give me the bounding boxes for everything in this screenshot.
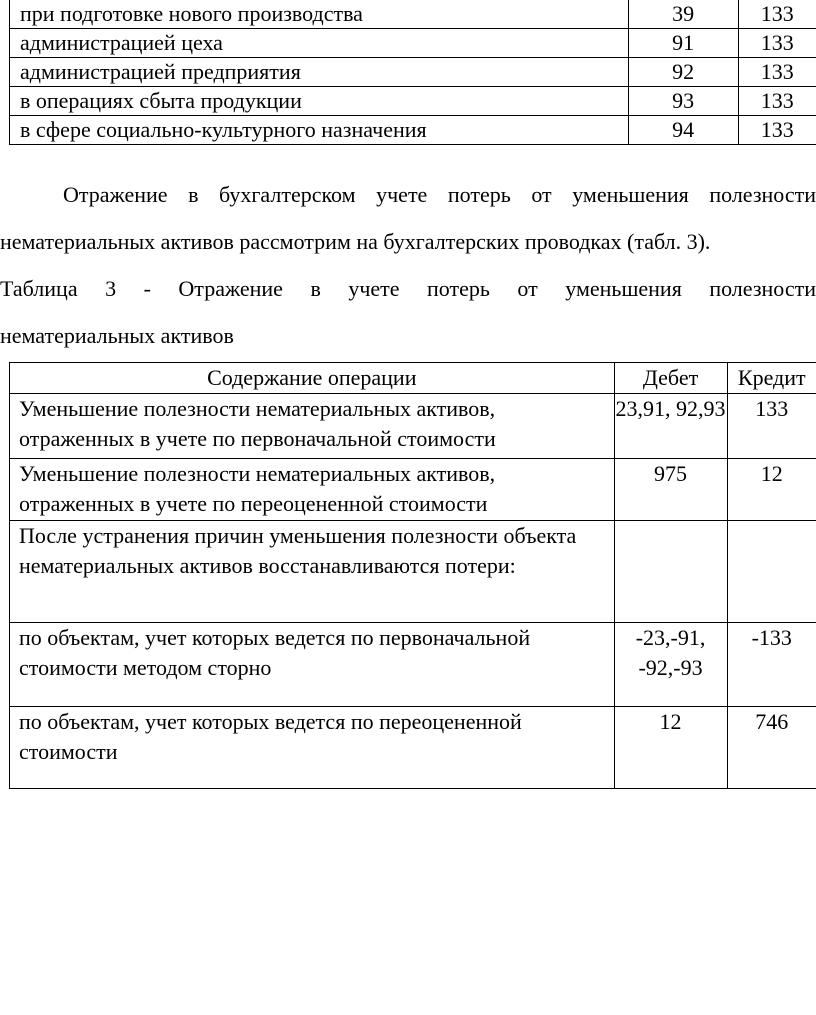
table-row	[10, 521, 816, 623]
header-credit: Кредит	[727, 363, 816, 394]
credit-cell: 133	[738, 0, 816, 29]
row-label: администрацией предприятия	[10, 58, 629, 87]
debit-cell: 91	[628, 29, 738, 58]
table-caption	[0, 265, 816, 359]
table-caption-line-2: нематериальных активов	[0, 323, 234, 348]
row-label: в операциях сбыта продукции	[10, 87, 629, 116]
debit-cell: 93	[628, 87, 738, 116]
debit-cell: 12	[614, 707, 727, 789]
credit-cell: 746	[727, 707, 816, 789]
table-row	[10, 29, 816, 58]
header-debit: Дебет	[614, 363, 727, 394]
operation-description: После устранения причин уменьшения полезности объекта нематериальных активов восстанавливаются потери:	[10, 521, 615, 623]
table-row	[10, 394, 816, 459]
table-row	[10, 459, 816, 521]
header-content: Содержание операции	[10, 363, 615, 394]
debit-cell: 92	[628, 58, 738, 87]
debit-cell: 975	[614, 459, 727, 521]
debit-cell: 94	[628, 116, 738, 145]
table-row	[10, 87, 816, 116]
credit-cell: 133	[727, 394, 816, 459]
debit-cell: 23,91, 92,93	[614, 394, 727, 459]
continuation-table	[9, 0, 816, 145]
credit-cell: 133	[738, 87, 816, 116]
debit-cell: 39	[628, 0, 738, 29]
operation-description: по объектам, учет которых ведется по переоцененной стоимости	[10, 707, 615, 789]
credit-cell	[727, 521, 816, 623]
table-row	[10, 0, 816, 29]
operation-description: Уменьшение полезности нематериальных активов, отраженных в учете по первоначальной стоимости	[10, 394, 615, 459]
row-label: администрацией цеха	[10, 29, 629, 58]
credit-cell: 133	[738, 29, 816, 58]
table-caption-line-1: Таблица 3 - Отражение в учете потерь от уменьшения полезности	[0, 276, 816, 301]
table-row	[10, 58, 816, 87]
credit-cell: -133	[727, 623, 816, 707]
row-label: в сфере социально-культурного назначения	[10, 116, 629, 145]
debit-cell	[614, 521, 727, 623]
table-header-row	[10, 363, 816, 394]
accounting-entries-table	[9, 362, 816, 789]
credit-cell: 133	[738, 58, 816, 87]
table-row	[10, 707, 816, 789]
credit-cell: 12	[727, 459, 816, 521]
table-row	[10, 623, 816, 707]
debit-cell: -23,-91, -92,-93	[614, 623, 727, 707]
operation-description: Уменьшение полезности нематериальных активов, отраженных в учете по переоцененной стоимости	[10, 459, 615, 521]
operation-description: по объектам, учет которых ведется по первоначальной стоимости методом сторно	[10, 623, 615, 707]
body-paragraph: Отражение в бухгалтерском учете потерь от уменьшения полезности нематериальных активов рассмотрим на бухгалтерских проводках (табл. 3).	[0, 182, 816, 254]
row-label: при подготовке нового производства	[10, 0, 629, 29]
table-row	[10, 116, 816, 145]
credit-cell: 133	[738, 116, 816, 145]
